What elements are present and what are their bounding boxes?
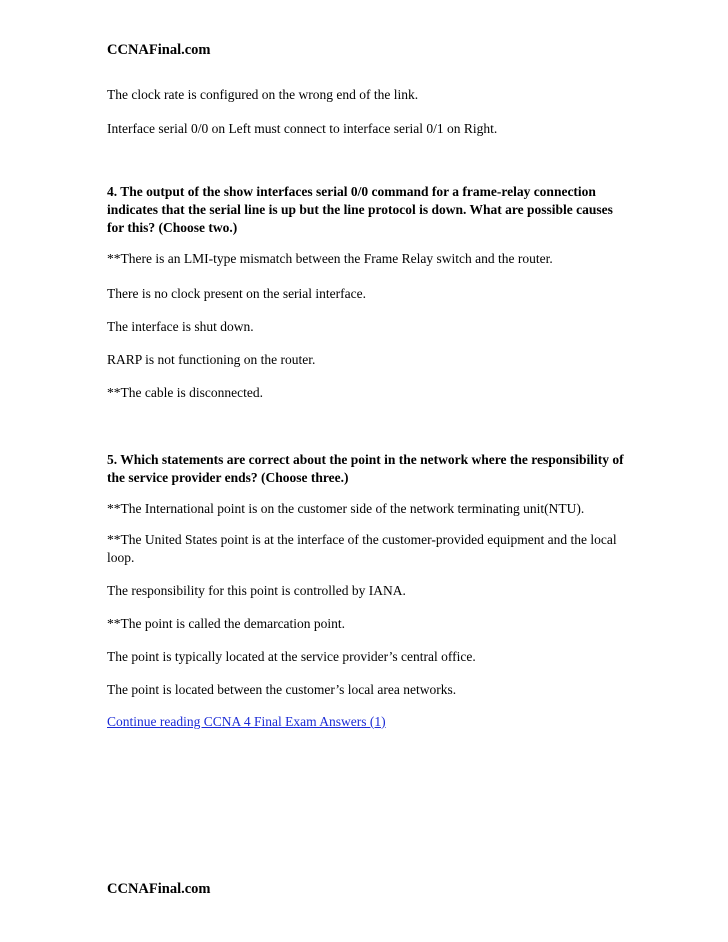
question-5-option-6: The point is located between the customer’s local area networks. [107,682,457,697]
question-5-option-5: The point is typically located at the service provider’s central office. [107,649,476,664]
question-5-option-2: **The United States point is at the interface of the customer-provided equipment and the local loop. [107,532,617,565]
previous-answer-2: Interface serial 0/0 on Left must connect to interface serial 0/1 on Right. [107,121,498,136]
continue-reading-link[interactable]: Continue reading CCNA 4 Final Exam Answers (1) [107,714,386,729]
previous-answer-1: The clock rate is configured on the wrong end of the link. [107,87,419,102]
question-4-text: 4. The output of the show interfaces serial 0/0 command for a frame-relay connection indicates that the serial line is up but the line protocol is down. What are possible causes for this? (Choose two.) [107,184,613,235]
question-5-text: 5. Which statements are correct about the point in the network where the responsibility of the service provider ends? (Choose three.) [107,452,624,485]
question-4-option-5: **The cable is disconnected. [107,385,263,400]
footer-site-name: CCNAFinal.com [107,881,211,897]
header-site-name: CCNAFinal.com [107,42,211,58]
question-4-option-3: The interface is shut down. [107,319,254,334]
continue-reading-paragraph [107,713,627,731]
question-5-option-1: **The International point is on the customer side of the network terminating unit(NTU). [107,501,585,516]
question-4-option-4: RARP is not functioning on the router. [107,352,316,367]
question-4-option-1: **There is an LMI-type mismatch between the Frame Relay switch and the router. [107,251,553,266]
question-5-option-4: **The point is called the demarcation point. [107,616,346,631]
question-4-option-2: There is no clock present on the serial interface. [107,286,367,301]
question-5-option-3: The responsibility for this point is controlled by IANA. [107,583,406,598]
